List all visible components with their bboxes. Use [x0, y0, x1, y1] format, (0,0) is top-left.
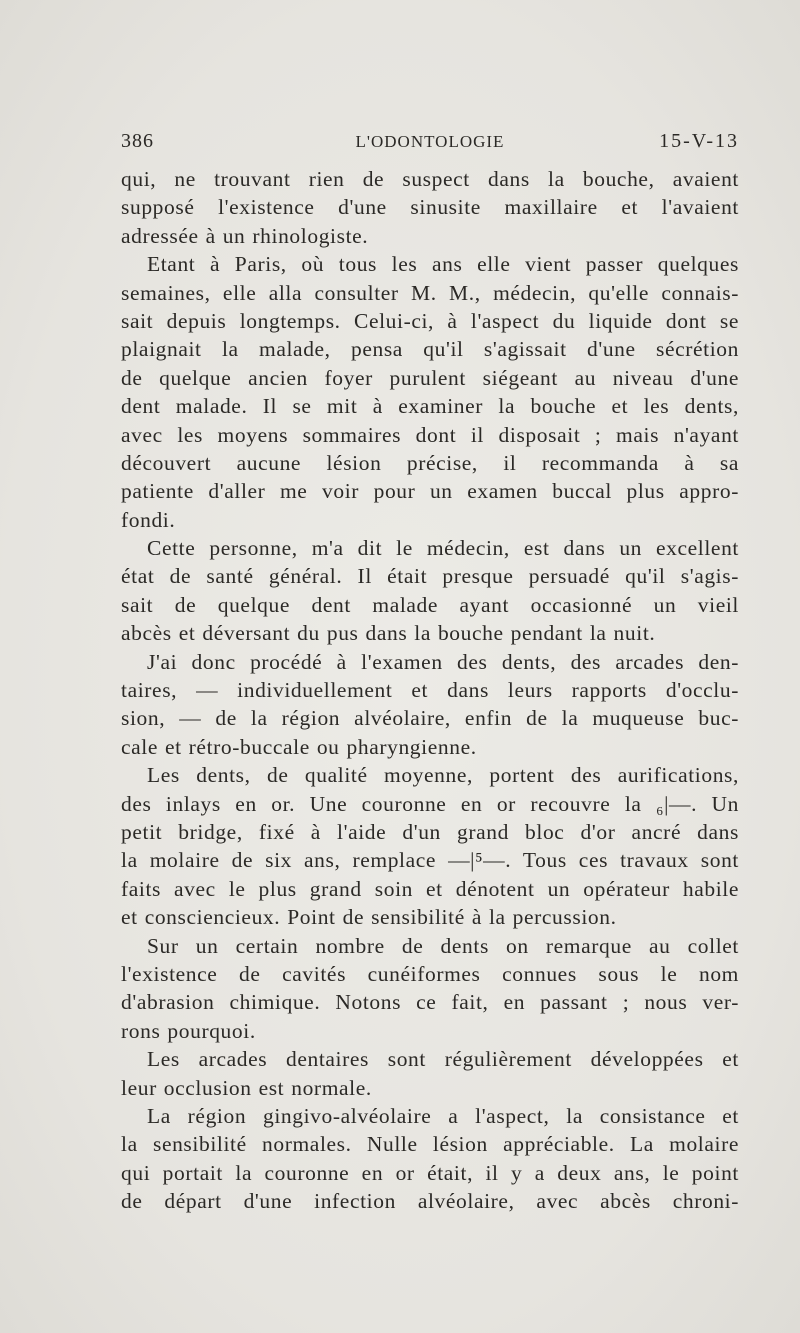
- text-line: découvert aucune lésion précise, il recommanda à sa: [121, 450, 739, 475]
- text-line: sait de quelque dent malade ayant occasionné un vieil: [121, 592, 739, 617]
- journal-title: L'ODONTOLOGIE: [355, 132, 505, 151]
- text-line: petit bridge, fixé à l'aide d'un grand bloc d'or ancré dans: [121, 819, 739, 844]
- text-line: Cette personne, m'a dit le médecin, est dans un excellent: [147, 536, 739, 561]
- text-line: l'existence de cavités cunéiformes connues sous le nom: [121, 961, 739, 986]
- text-line: patiente d'aller me voir pour un examen buccal plus appro-: [121, 479, 739, 504]
- text-line: la molaire de six ans, remplace —|⁵—. Tous ces travaux sont: [121, 848, 739, 873]
- text-line: qui portait la couronne en or était, il y a deux ans, le point: [121, 1160, 739, 1185]
- text-line: La région gingivo-alvéolaire a l'aspect, la consistance et: [147, 1103, 739, 1128]
- text-line: cale et rétro-buccale ou pharyngienne.: [121, 734, 477, 759]
- text-line: adressée à un rhinologiste.: [121, 223, 369, 248]
- text-line: Etant à Paris, où tous les ans elle vient passer quelques: [147, 252, 739, 277]
- text-line: semaines, elle alla consulter M. M., médecin, qu'elle connais-: [121, 280, 739, 305]
- text-line: qui, ne trouvant rien de suspect dans la bouche, avaient: [121, 167, 739, 191]
- text-line: Les dents, de qualité moyenne, portent des aurifications,: [147, 763, 739, 788]
- text-line: la sensibilité normales. Nulle lésion appréciable. La molaire: [121, 1132, 739, 1157]
- text-line: Sur un certain nombre de dents on remarque au collet: [147, 933, 739, 958]
- text-line: sait depuis longtemps. Celui-ci, à l'aspect du liquide dont se: [121, 308, 739, 333]
- text-line: faits avec le plus grand soin et dénotent un opérateur habile: [121, 876, 739, 901]
- text-line: J'ai donc procédé à l'examen des dents, des arcades den-: [147, 649, 739, 674]
- text-line: Les arcades dentaires sont régulièrement développées et: [147, 1047, 739, 1072]
- text-line: abcès et déversant du pus dans la bouche pendant la nuit.: [121, 621, 656, 646]
- text-line: de départ d'une infection alvéolaire, avec abcès chroni-: [121, 1189, 739, 1214]
- text-line: de quelque ancien foyer purulent siégeant au niveau d'une: [121, 365, 739, 390]
- text-line: leur occlusion est normale.: [121, 1075, 372, 1100]
- text-line: rons pourquoi.: [121, 1018, 256, 1043]
- text-line: plaignait la malade, pensa qu'il s'agissait d'une sécrétion: [121, 337, 739, 362]
- issue-date: 15-V-13: [659, 130, 739, 152]
- text-line: d'abrasion chimique. Notons ce fait, en passant ; nous ver-: [121, 990, 739, 1015]
- text-line: état de santé général. Il était presque persuadé qu'il s'agis-: [121, 564, 739, 589]
- text-line: et consciencieux. Point de sensibilité à la percussion.: [121, 905, 617, 930]
- running-header: [121, 130, 739, 160]
- text-line: des inlays en or. Une couronne en or recouvre la ₆|—. Un: [121, 791, 739, 816]
- text-line: sion, — de la région alvéolaire, enfin de la muqueuse buc-: [121, 706, 739, 731]
- body-text: [121, 165, 739, 1215]
- text-line: dent malade. Il se mit à examiner la bouche et les dents,: [121, 394, 739, 419]
- text-line: avec les moyens sommaires dont il disposait ; mais n'ayant: [121, 422, 739, 447]
- text-line: supposé l'existence d'une sinusite maxillaire et l'avaient: [121, 195, 739, 220]
- text-line: taires, — individuellement et dans leurs rapports d'occlu-: [121, 678, 739, 703]
- page-number: 386: [121, 130, 154, 152]
- text-line: fondi.: [121, 507, 176, 532]
